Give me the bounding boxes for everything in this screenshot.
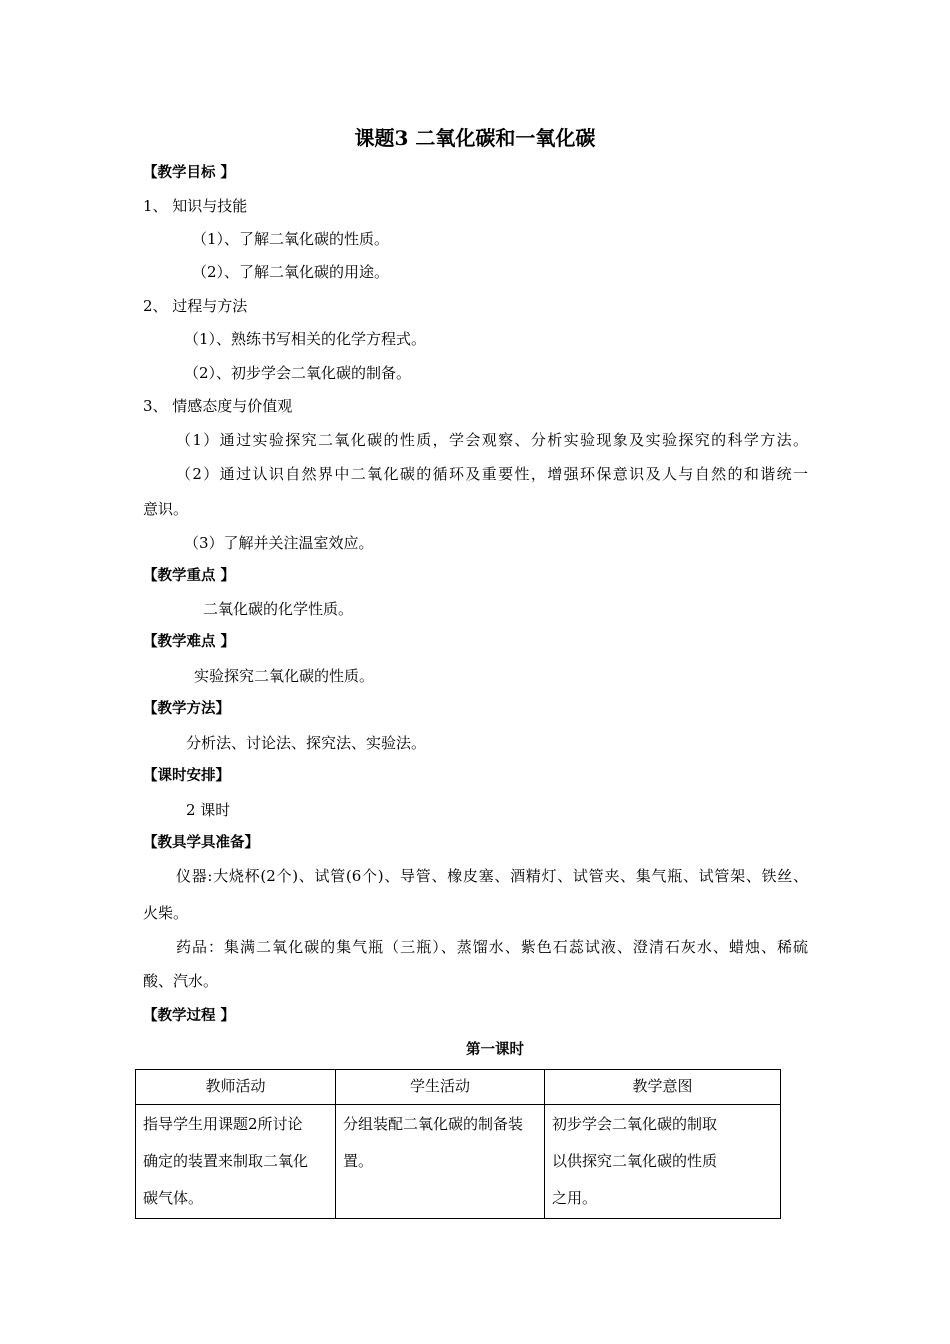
objective-3-item-2-line-1: （2）通过认识自然界中二氧化碳的循环及重要性，增强环保意识及人与自然的和谐统一 xyxy=(176,465,808,483)
lesson-title: 第一课时 xyxy=(466,1042,524,1058)
objective-3-item-2-line-2: 意识。 xyxy=(143,500,189,518)
schedule-heading: 【课时安排】 xyxy=(143,768,230,784)
cell-teacher-activity xyxy=(136,1105,336,1219)
cell-line: 以供探究二氧化碳的性质 xyxy=(552,1152,718,1170)
process-heading: 【教学过程 】 xyxy=(143,1008,236,1024)
instruments-line-1: 仪器:大烧杯(2个)、试管(6个)、导管、橡皮塞、酒精灯、试管夹、集气瓶、试管架、铁丝、 xyxy=(176,867,808,885)
cell-line: 碳气体。 xyxy=(143,1189,204,1207)
page-title: 课题3 二氧化碳和一氧化碳 xyxy=(354,126,596,150)
objective-3-item-3: （3）了解并关注温室效应。 xyxy=(184,534,374,552)
key-point-text: 二氧化碳的化学性质。 xyxy=(203,600,354,618)
objectives-heading: 【教学目标 】 xyxy=(143,165,236,181)
objective-1-item-1: （1）、了解二氧化碳的性质。 xyxy=(192,230,390,248)
difficulty-heading: 【教学难点 】 xyxy=(143,634,236,650)
objective-3-heading: 3、 情感态度与价值观 xyxy=(143,397,293,415)
drugs-line-2: 酸、汽水。 xyxy=(143,972,219,990)
cell-line: 确定的装置来制取二氧化 xyxy=(143,1152,309,1170)
method-heading: 【教学方法】 xyxy=(143,701,230,717)
schedule-text: 2 课时 xyxy=(186,801,231,819)
difficulty-text: 实验探究二氧化碳的性质。 xyxy=(194,667,375,685)
lesson-plan-table xyxy=(135,1069,781,1219)
header-teacher-activity: 教师活动 xyxy=(136,1070,336,1105)
objective-1-heading: 1、 知识与技能 xyxy=(143,197,248,215)
cell-line: 初步学会二氧化碳的制取 xyxy=(552,1115,718,1133)
objective-3-item-1: （1）通过实验探究二氧化碳的性质，学会观察、分析实验现象及实验探究的科学方法。 xyxy=(176,431,808,449)
cell-line: 指导学生用课题2所讨论 xyxy=(143,1115,303,1133)
objective-2-item-2: （2）、初步学会二氧化碳的制备。 xyxy=(184,364,412,382)
cell-student-activity xyxy=(336,1105,545,1219)
cell-line: 分组装配二氧化碳的制备装 xyxy=(343,1115,524,1133)
preparation-heading: 【教具学具准备】 xyxy=(143,835,259,851)
table-header-row xyxy=(136,1070,781,1105)
cell-line: 置。 xyxy=(343,1152,374,1170)
instruments-line-2: 火柴。 xyxy=(143,904,189,922)
table-row xyxy=(136,1105,781,1219)
header-teaching-intent: 教学意图 xyxy=(545,1070,781,1105)
cell-teaching-intent xyxy=(545,1105,781,1219)
method-text: 分析法、讨论法、探究法、实验法。 xyxy=(186,734,427,752)
objective-1-item-2: （2）、了解二氧化碳的用途。 xyxy=(192,263,390,281)
objective-2-item-1: （1）、熟练书写相关的化学方程式。 xyxy=(184,330,427,348)
cell-line: 之用。 xyxy=(552,1189,598,1207)
drugs-line-1: 药品：集满二氧化碳的集气瓶（三瓶）、蒸馏水、紫色石蕊试液、澄清石灰水、蜡烛、稀硫 xyxy=(176,938,808,956)
header-student-activity: 学生活动 xyxy=(336,1070,545,1105)
objective-2-heading: 2、 过程与方法 xyxy=(143,297,248,315)
key-point-heading: 【教学重点 】 xyxy=(143,568,236,584)
